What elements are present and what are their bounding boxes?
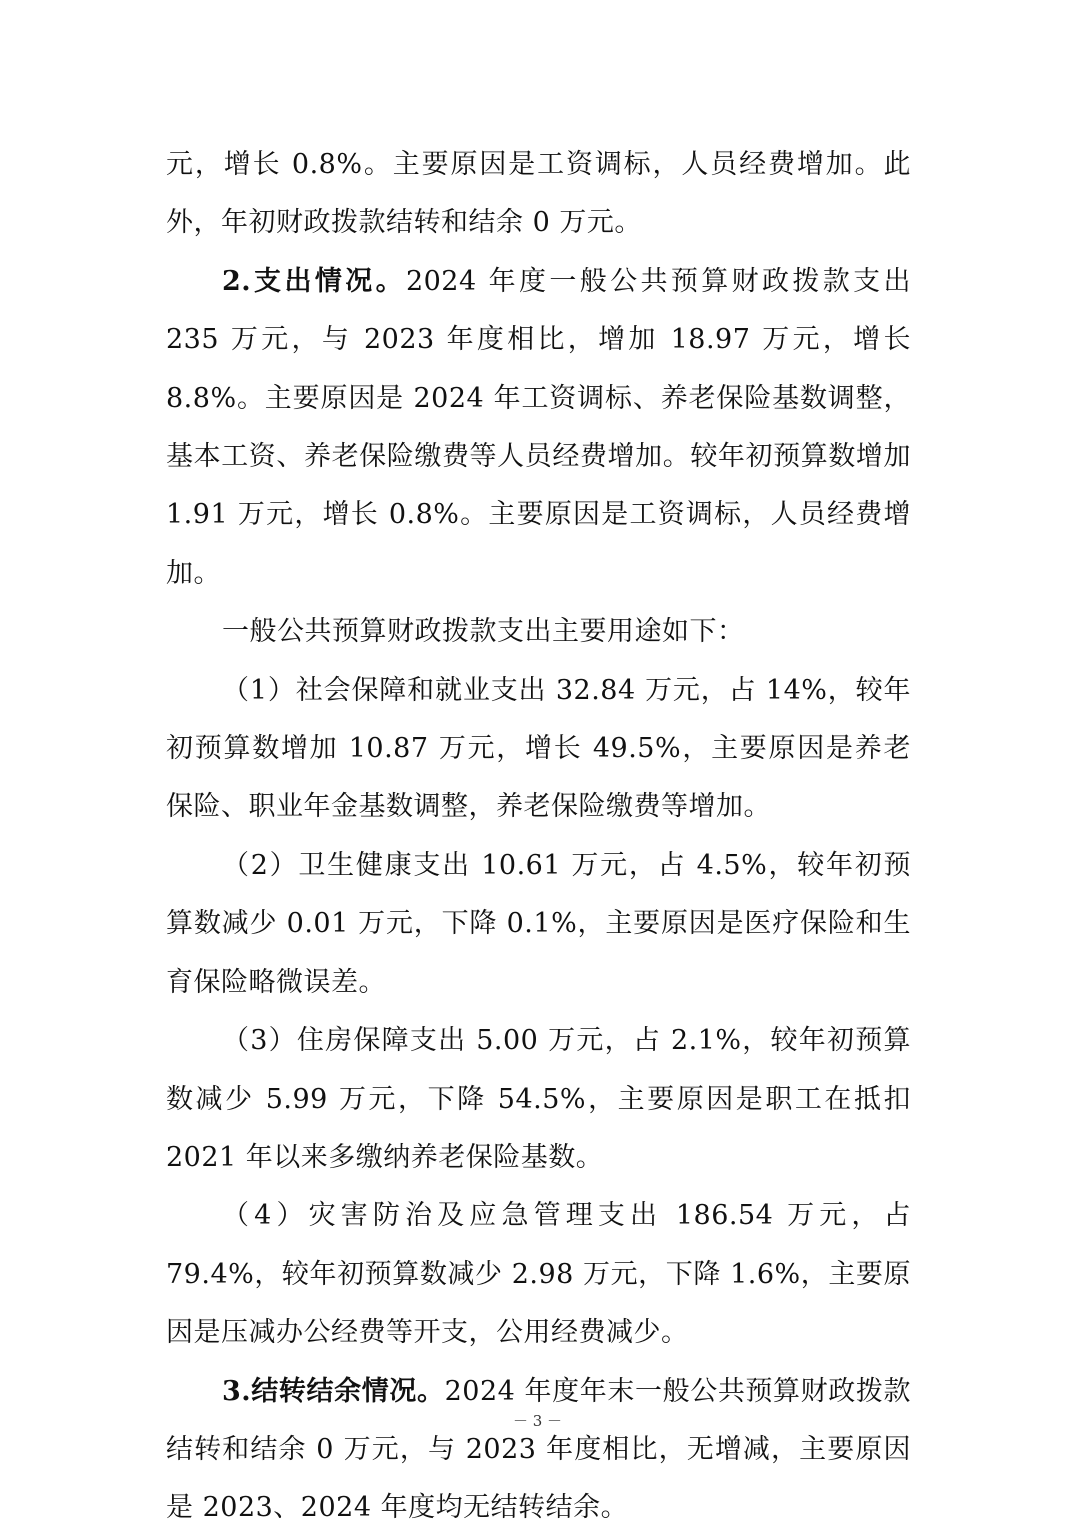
paragraph-text: （1）社会保障和就业支出 32.84 万元，占 14%，较年初预算数增加 10.87 万元，增长 49.5%，主要原因是养老保险、职业年金基数调整，养老保险缴费等增加。: [166, 674, 911, 823]
paragraph-6: [166, 1012, 911, 1187]
paragraph-4: [166, 662, 911, 837]
paragraph-text: 2024 年度一般公共预算财政拨款支出 235 万元，与 2023 年度相比，增加 18.97 万元，增长 8.8%。主要原因是 2024 年工资调标、养老保险基数调整，基本工资、养老保险缴费等人员经费增加。较年初预算数增加 1.91 万元，增长 0.8%。主要原因是工资调标，人员经费增加。: [166, 265, 912, 589]
document-body: [166, 136, 911, 1538]
paragraph-text: 2024 年度年末一般公共预算财政拨款结转和结余 0 万元，与 2023 年度相比，无增减，主要原因是 2023、2024 年度均无结转结余。: [166, 1375, 912, 1524]
paragraph-2: [166, 253, 911, 603]
paragraph-text: 一般公共预算财政拨款支出主要用途如下：: [222, 616, 745, 648]
paragraph-5: [166, 837, 911, 1012]
paragraph-text: （3）住房保障支出 5.00 万元，占 2.1%，较年初预算数减少 5.99 万元，下降 54.5%，主要原因是职工在抵扣 2021 年以来多缴纳养老保险基数。: [166, 1025, 911, 1173]
paragraph-3: [166, 603, 911, 661]
section-heading-carryover: 3.结转结余情况。: [222, 1375, 445, 1407]
paragraph-text: 元，增长 0.8%。主要原因是工资调标，人员经费增加。此外，年初财政拨款结转和结余 0 万元。: [166, 149, 911, 239]
section-heading-expenditure: 2.支出情况。: [222, 265, 406, 297]
paragraph-7: [166, 1187, 911, 1362]
paragraph-8: [166, 1363, 911, 1538]
paragraph-1: [166, 136, 911, 253]
page-number: － 3 －: [512, 1412, 563, 1430]
paragraph-text: （4）灾害防治及应急管理支出 186.54 万元，占 79.4%，较年初预算数减少 2.98 万元，下降 1.6%，主要原因是压减办公经费等开支，公用经费减少。: [166, 1200, 911, 1349]
paragraph-text: （2）卫生健康支出 10.61 万元，占 4.5%，较年初预算数减少 0.01 万元，下降 0.1%，主要原因是医疗保险和生育保险略微误差。: [166, 849, 911, 998]
